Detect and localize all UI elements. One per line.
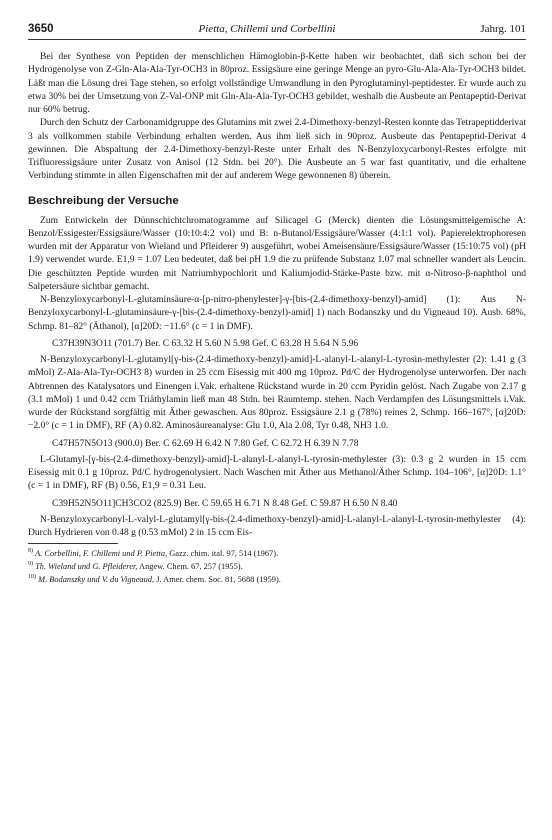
footnote-reference: Gazz. chim. ital. 97, 514 (1967). [169,549,279,559]
compound-4-paragraph: N-Benzyloxycarbonyl-L-valyl-L-glutamyl[γ-bis-(2.4-dimethoxy-benzyl)-amid]-L-alanyl-L-alanyl-L-tyrosin-methylester (4): Durch Hydrieren von 0.48 g (0.53 mMol) 2 in 15 ccm Eis- [28,513,526,538]
methods-paragraph: Zum Entwickeln der Dünnschichtchromatogramme auf Silicagel G (Merck) dienten die Lösungsmittelgemische A: Benzol/Essigester/Essigsäure/Wasser (10:10:4:2 vol) und B: n-Butanol/Essigsäure/Wasser (4:1:1 vol). Papierelektrophoresen wurden mit der Apparatur von Wieland und Pfleiderer 9) ausgeführt, wobei Ameisensäure/Essigsäure/Wasser (15:10:75 vol) (pH 1.9) verwendet wurde. E1,9 = 1.07 Leu bedeutet, daß bei pH 1.9 die zu prüfende Substanz 1.07 mal schneller wandert als Leucin. Die geschützten Peptide wurden mit Natriumhypochlorit und Kaliumjodid-Stärke-Paste bzw. mit α-Nitroso-β-naphthol und Salpetersäure sichtbar gemacht. [28,214,526,292]
compound-3-analysis: C39H52N5O11]CH3CO2 (825.9) Ber. C 59.65 H 6.71 N 8.48 Gef. C 59.87 H 6.50 N 8.40 [52,497,398,509]
section-heading: Beschreibung der Versuche [28,194,179,207]
page-number: 3650 [28,23,54,35]
compound-1-analysis: C37H39N3O11 (701.7) Ber. C 63.32 H 5.60 N 5.98 Gef. C 63.28 H 5.64 N 5.96 [52,337,359,349]
footnote-authors: M. Bodanszky und V. du Vigneaud, [38,574,155,584]
footnote-reference: Angew. Chem. 67, 257 (1955). [139,561,243,571]
journal-year: Jahrg. 101 [480,23,526,35]
compound-2-analysis: C47H57N5O13 (900.0) Ber. C 62.69 H 6.42 N 7.80 Gef. C 62.72 H 6.39 N 7.78 [52,437,359,449]
compound-2-paragraph: N-Benzyloxycarbonyl-L-glutamyl[γ-bis-(2.4-dimethoxy-benzyl)-amid]-L-alanyl-L-alanyl-L-tyrosin-methylester (2): 1.41 g (3 mMol) Z-Ala-Ala-Tyr-OCH3 8) wurden in 25 ccm Eisessig mit 400 mg 10proz. Pd/C der Hydrogenolyse unterworfen. Der nach Abtrennen des Katalysators und Einengen i.Vak. erhaltene Rückstand wurde in 20 ccm Pyridin gelöst. Nach Zugabe von 2.17 g (3.1 mMol) 1 und 0.42 ccm Triäthylamin ließ man 48 Stdn. bei Raumtemp. stehen. Nach Verdampfen des Lösungsmittels i.Vak. wurde der Rückstand sorgfältig mit Äther gewaschen. Aus 80proz. Essigsäure 2.1 g (78%) reines 2, Schmp. 166–167°, [α]20D: −2.0° (c = 1 in DMF), RF (A) 0.82. Aminosäureanalyse: Glu 1.0, Ala 2.08, Tyr 0.48, NH3 1.0. [28,354,526,432]
footnote-authors: Th. Wieland und G. Pfleiderer, [35,561,138,571]
footnote-authors: A. Corbellini, F. Chillemi und P. Pietta, [35,549,168,559]
running-header [28,22,526,40]
footnote-number: 8) [28,548,33,555]
compound-3-paragraph: L-Glutamyl-[γ-bis-(2.4-dimethoxy-benzyl)-amid]-L-alanyl-L-alanyl-L-tyrosin-methylester (3): 0.3 g 2 wurden in 15 ccm Eisessig mit 0.1 g 10proz. Pd/C hydrogenolysiert. Nach Waschen mit Äther aus Methanol/Äther Schmp. 104–106°, [α]20D: 1.1° (c = 1 in DMF), RF (B) 0.56, E1,9 = 0.31 Leu. [28,453,526,492]
running-title: Pietta, Chillemi und Corbellini [198,23,336,35]
footnote-separator [28,543,118,544]
footnote-9 [28,559,526,572]
footnote-10 [28,572,526,585]
footnote-reference: J. Amer. chem. Soc. 81, 5688 (1959). [156,574,281,584]
intro-paragraph-2: Durch den Schutz der Carbonamidgruppe des Glutamins mit zwei 2.4-Dimethoxy-benzyl-Resten konnte das Tetrapeptidderivat 3 als vollkommen stabile Verbindung erhalten werden. Aus ihm ließ sich in 90proz. Ausbeute das Pentapeptid-Derivat 4 gewinnen. Die Abspaltung der 2.4-Dimethoxy-benzyl-Reste unter Erhalt des N-Benzyloxycarbonyl-Restes erfolgte mit Trifluoressigsäure unter Zusatz von Anisol (12 Stdn. bei 20°). Die Ausbeute an 5 war fast quantitativ, und die erhaltene Verbindung stimmte in allen Eigenschaften mit der auf anderem Wege gewonnenen 8) überein. [28,117,526,182]
footnote-number: 10) [28,573,36,580]
footnote-number: 9) [28,561,33,568]
intro-paragraph-1: Bei der Synthese von Peptiden der menschlichen Hämoglobin-β-Kette haben wir beobachtet, daß sich schon bei der Hydrogenolyse von Z-Gln-Ala-Ala-Tyr-OCH3 in 80proz. Essigsäure eine geringe Menge an pyro-Glu-Ala-Ala-Tyr-OCH3 bildet. Läßt man die Lösung drei Tage stehen, so erfolgt vollständige Umwandlung in den Pyroglutaminyl-peptidester. Er wurde auch zu etwa 30% bei der Umsetzung von Z-Val-ONP mit Gln-Ala-Ala-Tyr-OCH3 gebildet, weshalb die Ausbeute an Pentapeptid-Derivat nur 60% betrug. [28,51,526,115]
compound-1-paragraph: N-Benzyloxycarbonyl-L-glutaminsäure-α-[p-nitro-phenylester]-γ-[bis-(2.4-dimethoxy-benzyl)-amid] (1): Aus N-Benzyloxycarbonyl-L-glutaminsäure-γ-[bis-(2.4-dimethoxy-benzyl)-amid] 1) nach Bodanszky und du Vigneaud 10). Ausb. 68%, Schmp. 81–82° (Äthanol), [α]20D: −11.6° (c = 1 in DMF). [28,294,526,332]
footnote-8 [28,546,526,559]
